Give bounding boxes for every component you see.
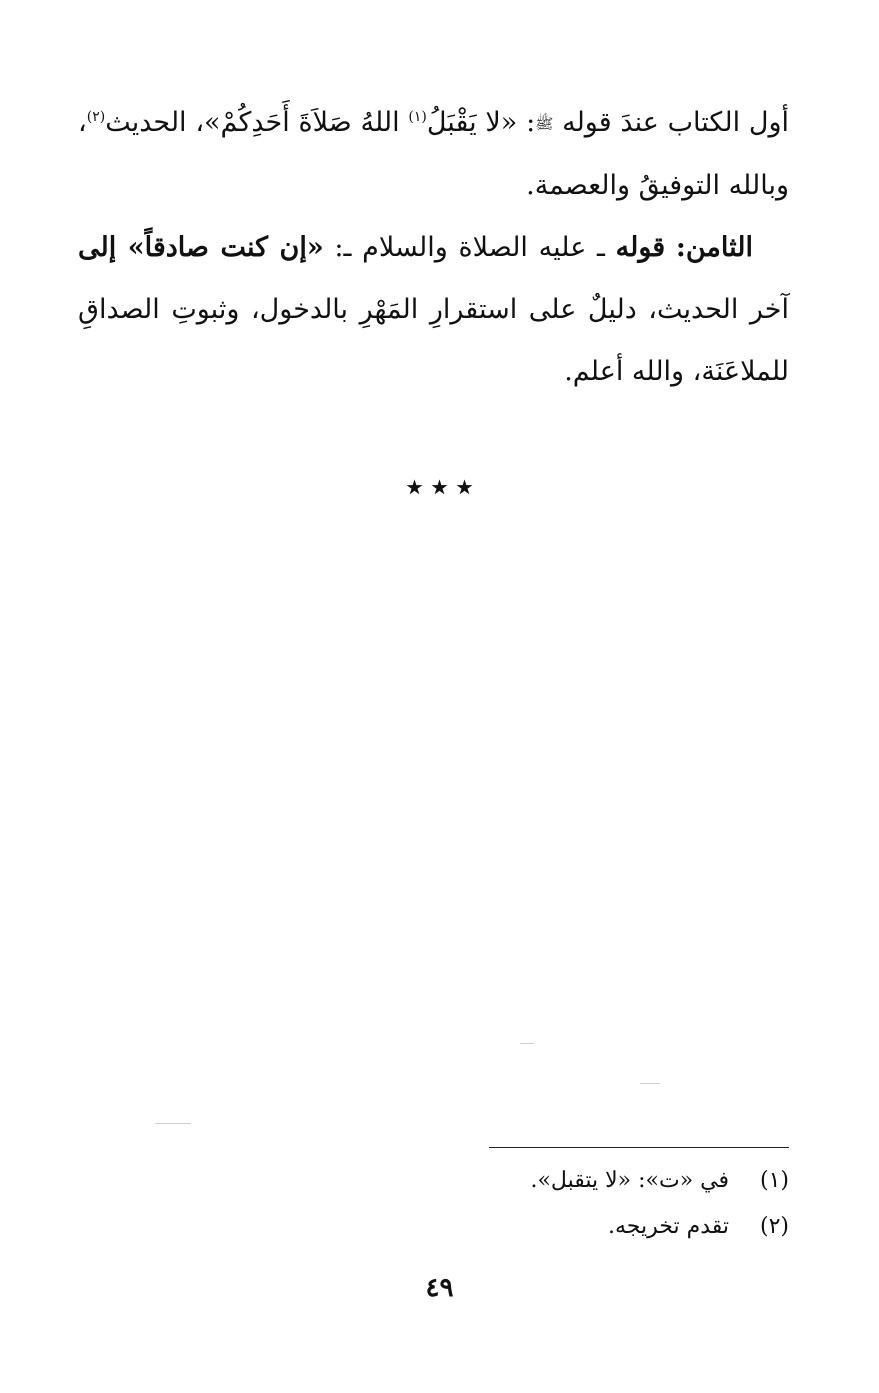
honorific-glyph: ﷺ [535,114,554,133]
footnote-number: (١) [759,1168,789,1193]
footnote-2 [269,1204,789,1250]
p2-bold-phrase: قوله [615,231,666,263]
p2-label: الثامن: [675,231,753,263]
p2-part-a: ـ عليه الصلاة والسلام ـ: [323,231,616,263]
p1-part-c: اللهُ صَلاَةَ أَحَدِكُمْ»، الحديث [105,107,409,138]
footnotes [269,1158,789,1250]
p1-part-d: ، وبالله التوفيقُ والعصمة. [78,107,789,201]
footnote-1 [269,1158,789,1204]
paragraph-2 [78,217,789,403]
section-separator: ٭ ٭ ٭ [406,470,473,503]
p2-part-b: آخر الحديث، دليلٌ على استقرارِ المَهْرِ بالدخول، وثبوتِ الصداقِ للملاعَنَة، والله أعلم. [78,293,789,387]
p1-part-a: أول الكتاب عندَ قوله [553,107,790,138]
footnote-ref-1: (١) [408,109,427,125]
main-text [78,92,789,403]
scan-speck [640,1083,660,1084]
footnote-divider [489,1147,789,1148]
p2-quote: «إن كنت صادقاً» إلى [78,231,324,263]
page-number: ٤٩ [425,1273,454,1303]
scan-speck [155,1123,191,1124]
footnote-text: في «ت»: «لا يتقبل». [530,1168,729,1193]
paragraph-1 [78,92,789,217]
p1-part-b: : «لا يَقْبَلُ [426,107,536,138]
footnote-number: (٢) [759,1214,789,1239]
scan-speck [520,1043,534,1044]
footnote-text: تقدم تخريجه. [608,1214,729,1239]
footnote-ref-2: (٢) [86,109,106,125]
